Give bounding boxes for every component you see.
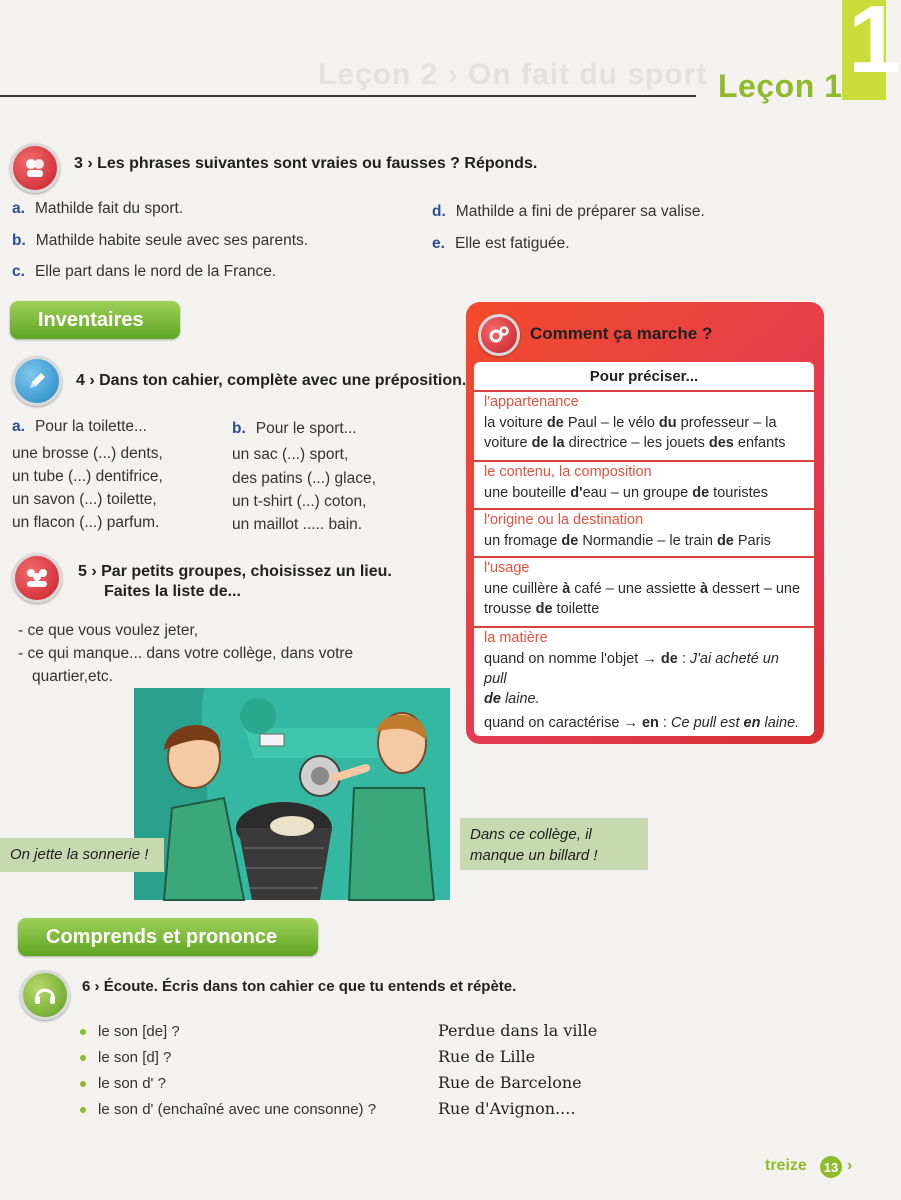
list-item (432, 203, 705, 221)
headphones-icon (20, 970, 70, 1020)
column-b-heading (232, 420, 357, 438)
exercise-3-instruction: Les phrases suivantes sont vraies ou fausses ? Réponds. (97, 155, 538, 172)
grammar-box-title: Comment ça marche ? (530, 324, 713, 343)
item-text: Mathilde habite seule avec ses parents. (35, 232, 309, 249)
grammar-row-example: un fromage de Normandie – le train de Paris (484, 533, 771, 549)
list-item: un maillot ..... bain. (232, 516, 363, 533)
page-word: treize (765, 1157, 807, 1174)
list-item: un sac (...) sport, (232, 446, 349, 463)
exercise-6-title (82, 978, 516, 995)
item-text: Mathilde a fini de préparer sa valise. (455, 203, 705, 220)
grammar-row-matiere (474, 630, 814, 733)
list-item: un tube (...) dentifrice, (12, 468, 163, 485)
item-text: Pour la toilette... (34, 418, 147, 435)
list-item: - ce qui manque... dans votre collège, dans votre (18, 645, 354, 662)
two-people-icon (10, 143, 60, 193)
exercise-5-instruction-2: Faites la liste de... (104, 583, 241, 600)
grammar-row-heading: la matière (484, 630, 548, 646)
gears-icon (478, 314, 520, 356)
list-item: un flacon (...) parfum. (12, 514, 160, 531)
page-number: 13 (820, 1156, 842, 1178)
grammar-box-subtitle: Pour préciser... (589, 368, 699, 385)
exercise-5-title (78, 563, 392, 581)
pencil-icon (12, 356, 62, 406)
list-item: - ce que vous voulez jeter, (18, 622, 199, 639)
grammar-row-example: quand on nomme l'objet → de : J'ai acheté un pull de laine. (484, 651, 779, 707)
caption-right (460, 818, 648, 870)
item-text: Elle est fatiguée. (454, 235, 570, 252)
ghost-lesson-title: Leçon 2 › On fait du sport (318, 58, 708, 91)
grammar-row-example: une bouteille d'eau – un groupe de touristes (484, 485, 768, 501)
grammar-row-example: la voiture de Paul – le vélo du professeur – la voiture de la directrice – les jouets des enfants (484, 415, 786, 451)
divider (474, 508, 814, 510)
divider (474, 390, 814, 392)
grammar-row-heading: l'appartenance (484, 394, 579, 410)
divider (474, 556, 814, 558)
item-letter: b. (232, 420, 246, 437)
header-rule (0, 95, 696, 97)
item-letter: a. (12, 418, 25, 435)
grammar-row-example-2: quand on caractérise → en : Ce pull est en laine. (484, 715, 800, 731)
grammar-row-usage (474, 560, 814, 619)
exercise-5-instruction: Par petits groupes, choisissez un lieu. (101, 563, 392, 580)
grammar-box-content (474, 362, 814, 736)
list-item (12, 200, 183, 218)
phrase-item: Rue d'Avignon.... (438, 1099, 576, 1118)
grammar-row-origine (474, 512, 814, 551)
item-letter: a. (12, 200, 25, 217)
list-item (432, 235, 570, 253)
caption-right-line-2: manque un billard ! (470, 847, 598, 864)
lesson-title: Leçon 1 (718, 68, 843, 104)
section-comprends-prononce: Comprends et prononce (18, 918, 318, 956)
exercise-3-number: 3 › (74, 155, 93, 172)
phrase-item: Rue de Barcelone (438, 1073, 582, 1092)
exercise-6-instruction: Écoute. Écris dans ton cahier ce que tu entends et répète. (103, 978, 517, 995)
divider (474, 626, 814, 628)
list-item (12, 263, 276, 281)
phrase-item: Perdue dans la ville (438, 1021, 598, 1040)
list-item: des patins (...) glace, (232, 470, 376, 487)
column-a-heading (12, 418, 147, 436)
list-item: un t-shirt (...) coton, (232, 493, 367, 510)
lesson-tab-number: 1 (848, 0, 901, 93)
exercise-5-number: 5 › (78, 563, 97, 580)
grammar-box (466, 302, 824, 744)
exercise-6-number: 6 › (82, 978, 100, 995)
list-item: le son [d] ? (80, 1049, 171, 1066)
list-item: quartier,etc. (32, 668, 113, 685)
caption-left: On jette la sonnerie ! (0, 838, 164, 872)
item-text: Elle part dans le nord de la France. (34, 263, 277, 280)
list-item (12, 232, 308, 250)
divider (474, 460, 814, 462)
list-item: le son d' ? (80, 1075, 166, 1092)
group-icon (12, 553, 62, 603)
list-item: le son [de] ? (80, 1023, 180, 1040)
grammar-row-appartenance (474, 394, 814, 453)
section-inventaires: Inventaires (10, 301, 180, 339)
list-item: un savon (...) toilette, (12, 491, 157, 508)
exercise-4-instruction: Dans ton cahier, complète avec une préposition. (99, 372, 467, 389)
list-item: une brosse (...) dents, (12, 445, 163, 462)
list-item: le son d' (enchaîné avec une consonne) ? (80, 1101, 376, 1118)
grammar-row-heading: l'origine ou la destination (484, 512, 644, 528)
item-letter: d. (432, 203, 446, 220)
exercise-4-number: 4 › (76, 372, 95, 389)
grammar-row-heading: le contenu, la composition (484, 464, 652, 480)
grammar-row-heading: l'usage (484, 560, 530, 576)
item-letter: b. (12, 232, 26, 249)
item-text: Mathilde fait du sport. (34, 200, 184, 217)
item-text: Pour le sport... (255, 420, 357, 437)
item-letter: c. (12, 263, 25, 280)
exercise-3-title (74, 155, 537, 173)
illustration-boys-bin (134, 688, 450, 900)
phrase-item: Rue de Lille (438, 1047, 536, 1066)
grammar-row-contenu (474, 464, 814, 503)
page-arrow: › (847, 1157, 853, 1174)
caption-right-line-1: Dans ce collège, il (470, 826, 592, 843)
grammar-row-example: une cuillère à café – une assiette à dessert – une trousse de toilette (484, 581, 801, 617)
item-letter: e. (432, 235, 445, 252)
exercise-4-title (76, 372, 466, 390)
